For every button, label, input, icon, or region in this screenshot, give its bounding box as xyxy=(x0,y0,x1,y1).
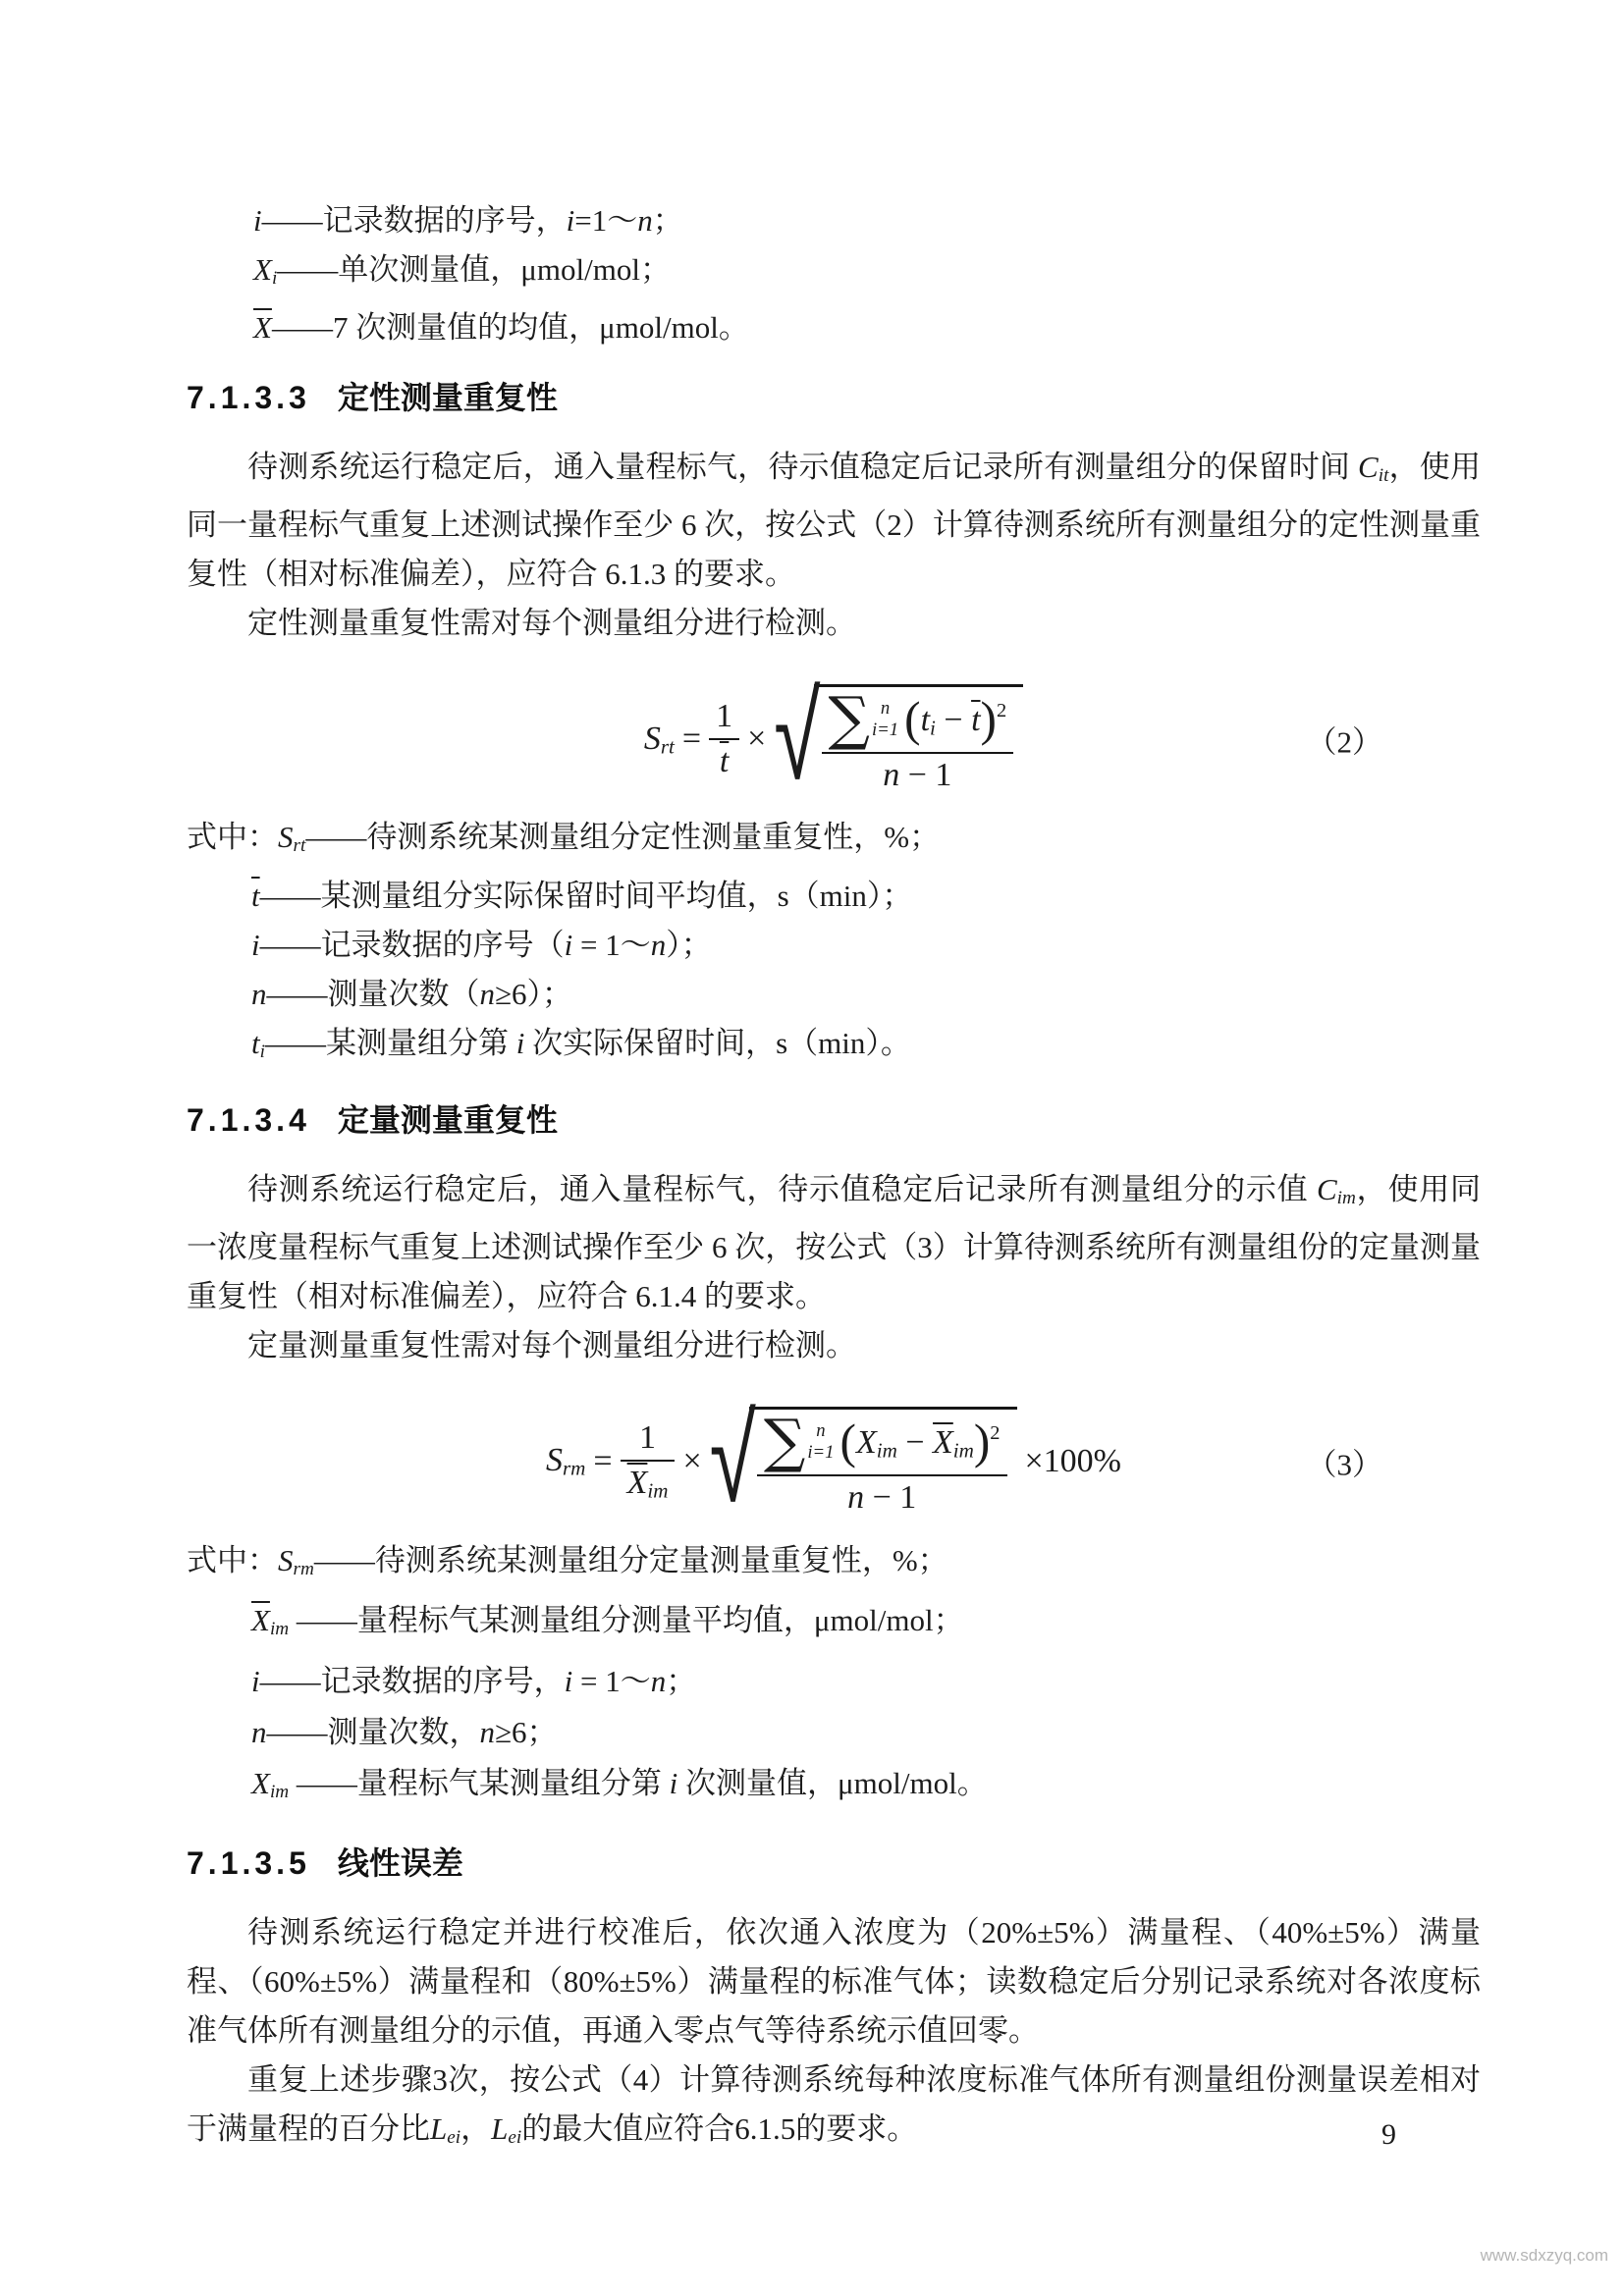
radical-sign: √ xyxy=(774,667,821,810)
where-label: 式中： xyxy=(187,1543,278,1578)
radical-sign: √ xyxy=(709,1388,756,1531)
equation-number: （2） xyxy=(1306,724,1382,760)
definition-line: n——测量次数（n≥6）； xyxy=(251,976,573,1011)
denominator: t xyxy=(709,738,739,780)
sum-limits xyxy=(807,1420,834,1463)
numerator: 1 xyxy=(639,1419,657,1457)
definition-list-top xyxy=(253,196,1481,352)
equals-sign: = xyxy=(593,1443,613,1480)
square-root xyxy=(709,1388,1017,1531)
sum-lower-limit: i=1 xyxy=(807,1441,835,1463)
where-label: 式中： xyxy=(187,820,278,855)
paragraph: 待测系统运行稳定后，通入量程标气，待示值稳定后记录所有测量组分的保留时间 Cit，使用同一量程标气重复上述测试操作至少 6 次，按公式（2）计算待测系统所有测量组分的定性测量重复性（相对标准偏差），应符合 6.1.3 的要求。 xyxy=(187,450,1481,592)
paragraph: 待测系统运行稳定并进行校准后，依次通入浓度为（20%±5%）满量程、（40%±5%）满量程、（60%±5%）满量程和（80%±5%）满量程的标准气体；读数稳定后分别记录系统对各浓度标准气体所有测量组分的示值，再通入零点气等待系统示值回零。 xyxy=(187,1914,1481,2048)
section-number: 7.1.3.3 xyxy=(187,380,310,416)
equation-body xyxy=(640,667,1027,810)
section-heading-7-1-3-3 xyxy=(187,378,1481,417)
section-number: 7.1.3.5 xyxy=(187,1844,310,1881)
section-heading-7-1-3-5 xyxy=(187,1843,1481,1883)
definition-line: 式中：Srm——待测系统某测量组分定量测量重复性，%； xyxy=(187,1543,948,1580)
equation-body xyxy=(542,1388,1125,1531)
numerator: 1 xyxy=(716,698,733,735)
definition-line: Xi——单次测量值，μmol/mol； xyxy=(253,252,671,290)
page-number: 9 xyxy=(1381,2118,1396,2151)
formula-2 xyxy=(187,667,1481,810)
sum-upper-limit: n xyxy=(880,698,891,720)
definition-line: i——记录数据的序号（i = 1～n）； xyxy=(251,927,712,962)
paragraph: 定量测量重复性需对每个测量组分进行检测。 xyxy=(247,1328,856,1363)
sum-lower-limit: i=1 xyxy=(871,719,899,740)
section-title: 线性误差 xyxy=(337,1844,463,1881)
section-number: 7.1.3.4 xyxy=(187,1101,310,1138)
paragraph: 待测系统运行稳定后，通入量程标气，待示值稳定后记录所有测量组分的示值 Cim，使用同一浓度量程标气重复上述测试操作至少 6 次，按公式（3）计算待测系统所有测量组份的定量测量重复性（相对标准偏差），应符合 6.1.4 的要求。 xyxy=(187,1171,1482,1314)
formula-lhs: Srm xyxy=(545,1442,586,1480)
paragraph: 重复上述步骤3次，按公式（4）计算待测系统每种浓度标准气体所有测量组份测量误差相对于满量程的百分比Lei，Lei的最大值应符合6.1.5的要求。 xyxy=(187,2061,1481,2148)
denominator: n − 1 xyxy=(757,1474,1007,1517)
definition-line: 式中：Srt——待测系统某测量组分定性测量重复性，%； xyxy=(187,820,941,857)
fraction xyxy=(709,698,739,780)
paragraph: 定性测量重复性需对每个测量组分进行检测。 xyxy=(247,606,856,641)
sum-sign: ∑ xyxy=(763,1407,806,1475)
definition-line: Xim ——量程标气某测量组分第 i 次测量值，μmol/mol。 xyxy=(251,1765,988,1802)
definition-line: n——测量次数，n≥6； xyxy=(251,1714,558,1749)
multiply-sign: × xyxy=(747,721,767,758)
definition-line: $\overline{X}——7$ 次测量值的均值，μmol/mol。 xyxy=(253,310,749,346)
summand-expression: $(ti - \overline{t})^2$ xyxy=(904,692,1007,747)
section-heading-7-1-3-4 xyxy=(187,1100,1481,1140)
denominator: $\overline{X}im$ xyxy=(621,1460,676,1504)
sum-sign: ∑ xyxy=(828,685,870,754)
section-title: 定性测量重复性 xyxy=(337,380,558,416)
square-root xyxy=(774,667,1023,810)
sum-limits xyxy=(872,698,898,740)
equals-sign: = xyxy=(681,721,702,758)
radicand xyxy=(814,684,1024,794)
definition-line: $\overline{X}im$ ——量程标气某测量组分测量平均值，μmol/mol； xyxy=(251,1603,964,1640)
definition-list-formula-3 xyxy=(187,1535,1481,1818)
denominator: n − 1 xyxy=(822,752,1014,794)
definition-line: i——记录数据的序号，i=1～n； xyxy=(253,203,683,238)
summand-expression: $(Xim - \overline{X}im)^2$ xyxy=(839,1415,1001,1469)
definition-line: ti——某测量组分第 i 次实际保留时间，s（min）。 xyxy=(251,1025,911,1062)
definition-list-formula-2 xyxy=(187,813,1481,1076)
formula-tail: ×100% xyxy=(1024,1443,1121,1480)
equation-number: （3） xyxy=(1306,1447,1382,1482)
definition-line: $\overline{t}——$某测量组分实际保留时间平均值，s（min）； xyxy=(251,878,913,913)
sum-upper-limit: n xyxy=(816,1420,826,1442)
fraction xyxy=(621,1419,676,1504)
watermark: www.sdxzyq.com xyxy=(1480,2246,1608,2265)
radicand xyxy=(749,1407,1017,1517)
formula-lhs: Srt xyxy=(643,720,675,759)
definition-line: i——记录数据的序号，i = 1～n； xyxy=(251,1663,697,1698)
formula-3 xyxy=(187,1388,1481,1531)
section-title: 定量测量重复性 xyxy=(337,1101,558,1138)
multiply-sign: × xyxy=(682,1443,702,1480)
